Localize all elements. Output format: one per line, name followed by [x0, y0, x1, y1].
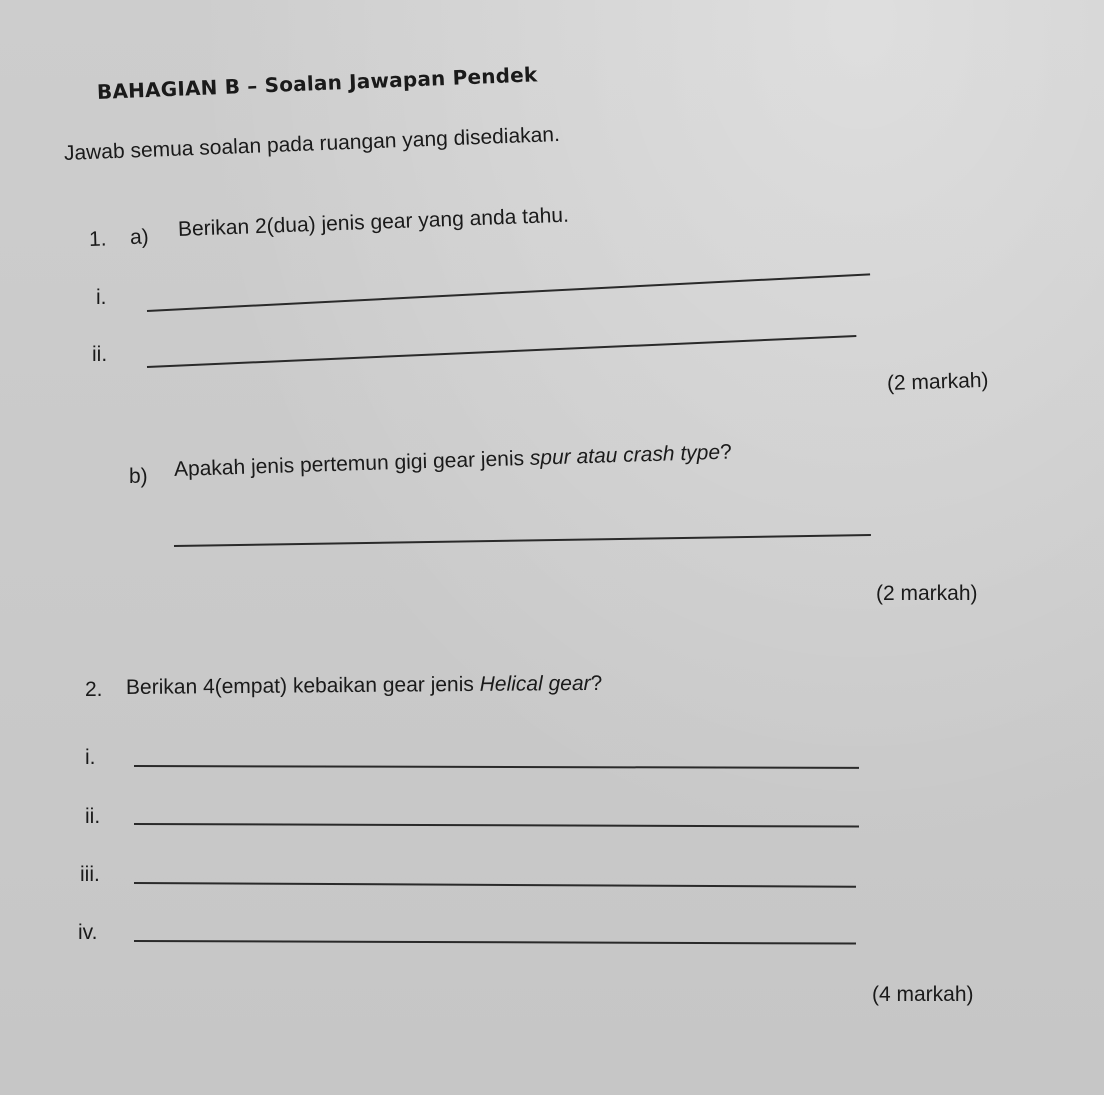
- q2-item-ii-label: ii.: [85, 805, 101, 828]
- question-2-text-main: Berikan 4(empat) kebaikan gear jenis: [125, 672, 480, 699]
- question-1a-label: a): [129, 225, 150, 249]
- q1b-marks: (2 markah): [876, 582, 978, 605]
- section-heading: BAHAGIAN B – Soalan Jawapan Pendek: [96, 62, 538, 104]
- q1a-item-i-label: i.: [96, 286, 107, 309]
- q1a-answer-line-ii[interactable]: [147, 335, 856, 368]
- q2-answer-line-iv[interactable]: [134, 940, 856, 945]
- q2-answer-line-iii[interactable]: [134, 882, 856, 888]
- question-1b-text-italic: spur atau crash type: [529, 440, 721, 470]
- q1a-answer-line-i[interactable]: [147, 273, 870, 312]
- q2-item-iii-label: iii.: [80, 863, 100, 886]
- q2-answer-line-i[interactable]: [134, 765, 859, 769]
- instruction-text: Jawab semua soalan pada ruangan yang disediakan.: [63, 122, 561, 165]
- q1b-answer-line[interactable]: [174, 534, 871, 547]
- q2-item-i-label: i.: [85, 746, 96, 769]
- q2-item-iv-label: iv.: [78, 921, 98, 944]
- question-1b-text-end: ?: [719, 440, 733, 464]
- question-1-number: 1.: [88, 227, 107, 251]
- question-1b-text: [174, 440, 732, 482]
- q1a-marks: (2 markah): [886, 368, 989, 395]
- q1a-item-ii-label: ii.: [92, 343, 108, 366]
- question-2-text-italic: Helical gear: [479, 671, 591, 696]
- question-2-text: [126, 672, 602, 700]
- question-1b-label: b): [129, 465, 148, 488]
- question-1a-text: Berikan 2(dua) jenis gear yang anda tahu.: [177, 203, 570, 241]
- q2-marks: (4 markah): [872, 983, 974, 1006]
- question-2-number: 2.: [85, 678, 103, 701]
- question-1b-text-main: Apakah jenis pertemun gigi gear jenis: [173, 446, 531, 481]
- q2-answer-line-ii[interactable]: [134, 823, 859, 828]
- question-2-text-end: ?: [590, 671, 603, 695]
